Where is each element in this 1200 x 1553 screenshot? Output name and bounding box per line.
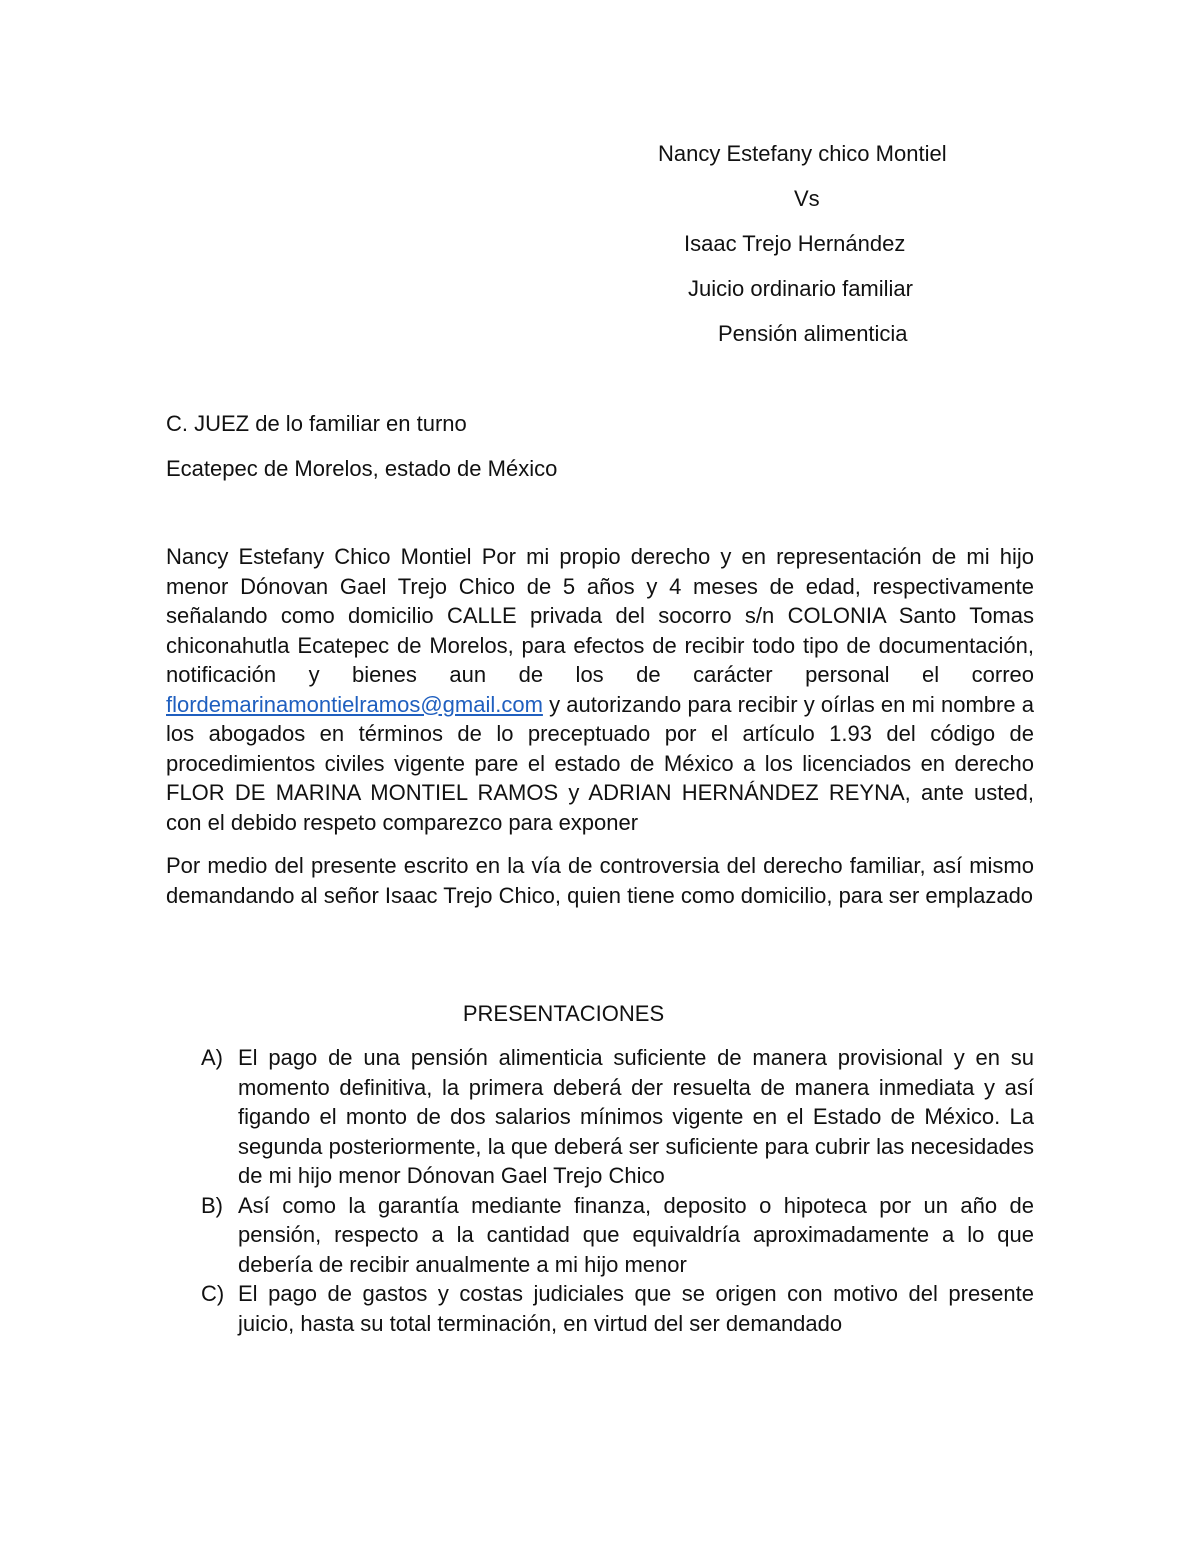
addressee-judge: C. JUEZ de lo familiar en turno bbox=[166, 411, 467, 436]
list-marker: B) bbox=[201, 1192, 223, 1218]
addressee-location: Ecatepec de Morelos, estado de México bbox=[166, 456, 558, 481]
case-header-subject: Pensión alimenticia bbox=[718, 321, 908, 346]
list-item-text: El pago de gastos y costas judiciales que se origen con motivo del presente juicio, hasta su total terminación, en virtud del ser demandado bbox=[238, 1281, 1034, 1336]
email-link[interactable]: flordemarinamontielramos@gmail.com bbox=[166, 691, 543, 717]
list-item bbox=[0, 1043, 1200, 1191]
list-item-text: Así como la garantía mediante finanza, deposito o hipoteca por un año de pensión, respecto a la cantidad que equivaldría aproximadamente a lo que debería de recibir anualmente a mi hijo menor bbox=[238, 1192, 1034, 1277]
intro-text-after-email: y autorizando para recibir y oírlas en mi nombre a los abogados en términos de lo preceptuado por el artículo 1.93 del código de procedimientos civiles vigente pare el estado de México a los licenciados en derecho FLOR DE MARINA MONTIEL RAMOS y ADRIAN HERNÁNDEZ REYNA, ante usted, con el debido respeto comparezco para exponer bbox=[166, 691, 1034, 835]
list-item bbox=[0, 1279, 1200, 1338]
list-item-text: El pago de una pensión alimenticia suficiente de manera provisional y en su momento definitiva, la primera deberá der resuelta de manera inmediata y así figando el monto de dos salarios mínimos vigente en el Estado de México. La segunda posteriormente, la que deberá ser suficiente para cubrir las necesidades de mi hijo menor Dónovan Gael Trejo Chico bbox=[238, 1045, 1034, 1188]
case-header-trial-type: Juicio ordinario familiar bbox=[688, 276, 913, 301]
claims-list bbox=[0, 1043, 1200, 1338]
case-header-defendant: Isaac Trejo Hernández bbox=[684, 231, 906, 256]
list-marker: C) bbox=[201, 1281, 225, 1306]
list-item bbox=[0, 1191, 1200, 1280]
claim-paragraph: Por medio del presente escrito en la vía de controversia del derecho familiar, así mismo demandando al señor Isaac Trejo Chico, quien tiene como domicilio, para ser emplazado bbox=[166, 853, 1034, 908]
section-title: PRESENTACIONES bbox=[462, 1001, 665, 1026]
intro-paragraph bbox=[166, 542, 1034, 837]
intro-text-before-email: Nancy Estefany Chico Montiel Por mi propio derecho y en representación de mi hijo menor Dónovan Gael Trejo Chico de 5 años y 4 meses de edad, respectivamente señalando como domicilio CALLE privada del socorro s/n COLONIA Santo Tomas chiconahutla Ecatepec de Morelos, para efectos de recibir todo tipo de documentación, notificación y bienes aun de los de carácter personal el correo bbox=[166, 544, 1034, 687]
case-header-versus: Vs bbox=[794, 186, 820, 211]
case-header-plaintiff: Nancy Estefany chico Montiel bbox=[658, 141, 947, 166]
list-marker: A) bbox=[201, 1045, 223, 1070]
